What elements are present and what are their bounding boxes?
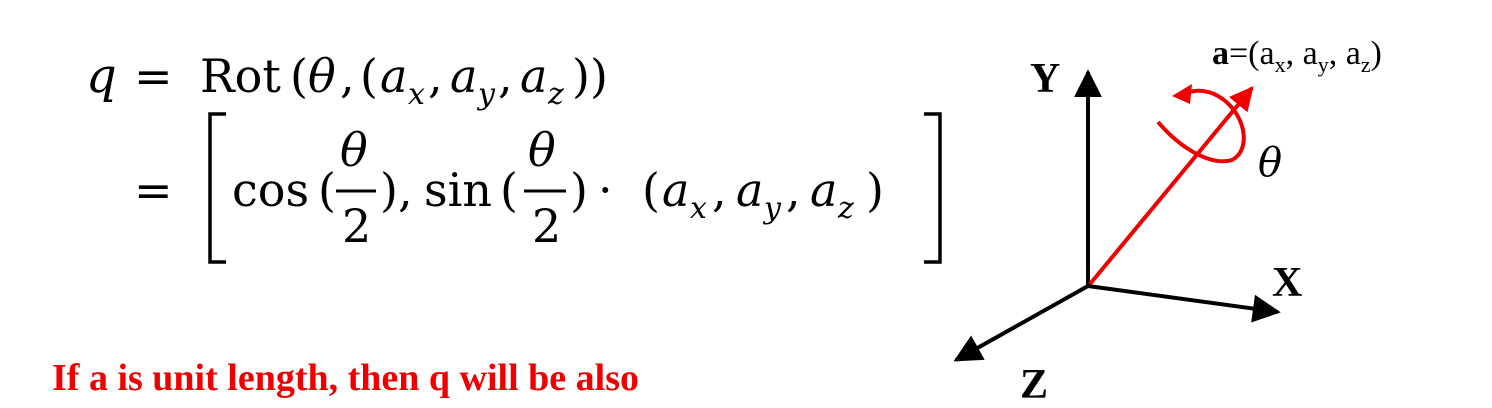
rotation-arrow-head — [1172, 84, 1192, 104]
formula-sub-x: x — [408, 77, 425, 112]
formula-line-2 — [134, 114, 940, 262]
formula-cos: cos — [232, 163, 310, 217]
unit-length-note: If a is unit length, then q will be also — [52, 357, 639, 399]
formula-line-1 — [86, 48, 608, 112]
axes-diagram — [956, 35, 1382, 408]
vector-label-sep-2: , — [1328, 35, 1346, 72]
left-bracket — [210, 114, 226, 262]
angle-label-theta: θ — [1258, 140, 1283, 186]
formula2-a2: a — [736, 163, 764, 217]
vector-label-close: ) — [1370, 35, 1382, 72]
vector-label-sub-x: x — [1274, 52, 1286, 77]
formula-sub-z: z — [548, 77, 564, 112]
vector-label-bold-a: a — [1212, 35, 1229, 72]
formula-a1: a — [380, 49, 408, 103]
formula-comma-2: , — [428, 49, 443, 103]
vector-label-sub-z: z — [1360, 52, 1371, 77]
formula-cos-close: ), — [380, 163, 413, 217]
vector-label — [1212, 35, 1382, 77]
frac1-denominator: 2 — [342, 199, 372, 253]
x-axis — [1088, 286, 1278, 312]
formula-comma-3: , — [498, 49, 513, 103]
formula-theta-1: θ — [308, 49, 336, 103]
formula2-comma-1: , — [712, 163, 727, 217]
formula-sin-close: ) — [570, 163, 588, 217]
rotation-axis-vector — [1090, 88, 1252, 284]
vector-label-sep-1: , — [1285, 35, 1303, 72]
formula-close-parens: )) — [572, 49, 608, 103]
right-bracket — [924, 114, 940, 262]
vector-label-open: =( — [1229, 35, 1260, 72]
vector-label-a1: a — [1259, 35, 1275, 72]
z-axis — [956, 286, 1088, 360]
formula-open-paren: ( — [290, 49, 308, 103]
frac2-numerator: θ — [528, 123, 556, 177]
formula-comma-1: , — [340, 49, 355, 103]
formula2-sub-z: z — [838, 191, 854, 226]
formula-open-inner: ( — [360, 49, 378, 103]
formula-sin: sin — [424, 163, 492, 217]
formula-a2: a — [450, 49, 478, 103]
formula-rot: Rot — [200, 49, 281, 103]
formula2-sub-y: y — [764, 191, 781, 226]
vector-label-a3: a — [1345, 35, 1361, 72]
vector-label-a2: a — [1302, 35, 1318, 72]
formula-equals-1: = — [134, 49, 173, 103]
axis-label-x: X — [1272, 260, 1303, 306]
formula2-a3: a — [810, 163, 838, 217]
formula2-comma-2: , — [786, 163, 801, 217]
axis-label-z: Z — [1020, 362, 1049, 408]
frac1-numerator: θ — [340, 123, 368, 177]
formula2-a1: a — [662, 163, 690, 217]
formula-cos-open: ( — [318, 163, 336, 217]
axis-label-y: Y — [1030, 56, 1061, 102]
formula-sub-y: y — [478, 77, 495, 112]
vector-label-sub-y: y — [1317, 52, 1329, 77]
formula-q: q — [86, 48, 117, 104]
formula-vec-open: ( — [642, 163, 660, 217]
formula-vec-close: ) — [866, 163, 884, 217]
svg-text:q — [86, 48, 117, 104]
formula-equals-2: = — [134, 163, 173, 217]
formula2-sub-x: x — [690, 191, 707, 226]
formula-a3: a — [520, 49, 548, 103]
frac2-denominator: 2 — [532, 199, 562, 253]
formula-dot: · — [598, 163, 613, 217]
formula-sin-open: ( — [500, 163, 518, 217]
